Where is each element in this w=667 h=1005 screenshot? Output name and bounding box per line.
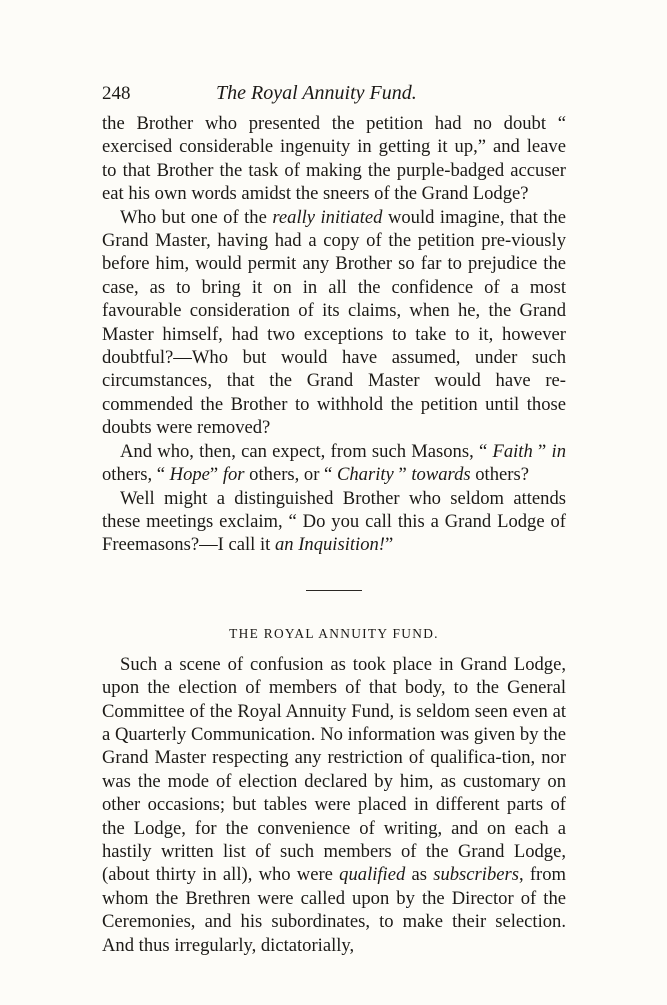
paragraph-3-emphasis-hope: Hope — [169, 464, 210, 486]
book-page — [102, 82, 566, 957]
paragraph-3-emphasis-charity: Charity — [336, 464, 394, 486]
paragraph-5-text-2: as — [405, 864, 434, 886]
paragraph-4 — [102, 487, 566, 557]
paragraph-5-emphasis-qualified: qualified — [339, 864, 406, 886]
paragraph-2-text-2: would imagine, that the Grand Master, having had a copy of the petition pre-viously before him, would permit any Brother so far to prejudice the case, as to bring it on in all the confidence of a most favourable consideration of its claims, when he, the Grand Master himself, had two exceptions to take to it, however doubtful?—Who but would have assumed, under such circumstances, that the Grand Master would have re-commended the Brother to withhold the petition until those doubts were removed? — [102, 206, 567, 439]
paragraph-3-emphasis-for: for — [222, 464, 245, 486]
paragraph-3-text-6: ” — [393, 464, 412, 486]
paragraph-3-text-5: others, or “ — [244, 464, 337, 486]
section-title: THE ROYAL ANNUITY FUND. — [229, 625, 439, 641]
running-title: The Royal Annuity Fund. — [216, 82, 417, 104]
section-divider — [306, 590, 362, 591]
paragraph-3-text-3: others, “ — [102, 464, 170, 486]
paragraph-4-emphasis-1: an Inquisition! — [274, 534, 385, 556]
paragraph-2-emphasis-1: really initiated — [272, 206, 383, 228]
paragraph-3 — [102, 440, 566, 487]
paragraph-2 — [102, 206, 566, 440]
paragraph-1: the Brother who presented the petition had no doubt “ exercised considerable ingenuity in getting it up,” and leave to that Brother the task of making the purple-badged accuser eat his own words amidst the sneers of the Grand Lodge? — [102, 113, 566, 205]
paragraph-3-emphasis-towards: towards — [411, 464, 471, 486]
paragraph-3-emphasis-in: in — [551, 440, 566, 462]
paragraph-5 — [102, 653, 566, 957]
paragraph-2-text-1: Who but one of the — [120, 206, 273, 228]
paragraph-4-text-2: ” — [385, 534, 394, 556]
paragraph-3-emphasis-faith: Faith — [492, 440, 533, 462]
paragraph-4-text-1: Well might a distinguished Brother who seldom attends these meetings exclaim, “ Do you call this a Grand Lodge of Freemasons?—I call it — [102, 487, 566, 556]
paragraph-5-emphasis-subscribers: subscribers — [433, 864, 519, 886]
paragraph-3-text-2: ” — [532, 440, 552, 462]
paragraph-5-text-3: , from whom the Brethren were called upon by the Director of the Ceremonies, and his subordinates, to make their selection. And thus irregularly, dictatorially, — [102, 864, 566, 956]
paragraph-5-text-1: Such a scene of confusion as took place in Grand Lodge, upon the election of members of that body, to the General Committee of the Royal Annuity Fund, is seldom seen even at a Quarterly Communication. No information was given by the Grand Master respecting any restriction of qualifica-tion, nor was the mode of election declared by him, as customary on other occasions; but tables were placed in different parts of the Lodge, for the convenience of writing, and on each a hastily written list of such members of the Grand Lodge, (about thirty in all), who were — [102, 653, 566, 886]
paragraph-3-text-4: ” — [209, 464, 223, 486]
paragraph-3-text-1: And who, then, can expect, from such Masons, “ — [120, 440, 493, 462]
paragraph-3-text-7: others? — [470, 464, 529, 486]
page-number: 248 — [102, 83, 131, 104]
page-header — [102, 82, 566, 112]
